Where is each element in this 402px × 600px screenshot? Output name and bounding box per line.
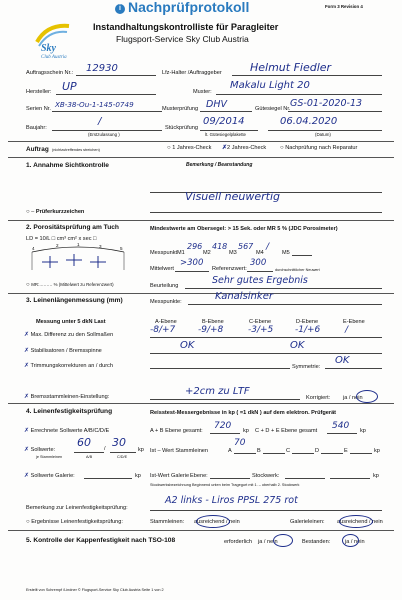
checked-mark-icon[interactable]: ✗ (24, 447, 30, 453)
cd-label: C + D + E Ebene gesamt (255, 428, 318, 434)
korrigiert-label: Korrigiert: (306, 395, 331, 401)
max-d-value[interactable]: -1/+6 (295, 325, 321, 335)
galerie-ebene-label: Ebene: (190, 473, 208, 479)
last-label: Messung unter 5 dkN Last (36, 319, 106, 325)
cd-kp: kp (360, 428, 366, 434)
erforderlich-label: erforderlich (224, 539, 252, 545)
hersteller-label: Hersteller: (26, 89, 52, 95)
section-4-title: 4. Leinenfestigkeitsprüfung (26, 408, 113, 415)
ab-label: A + B Ebene gesamt: (150, 428, 203, 434)
brems-value[interactable]: +2cm zu LTF (185, 386, 250, 397)
galerie-kp: kp (135, 473, 141, 479)
wing-number-2: 2 (56, 243, 59, 248)
ab-sub: A/B (86, 455, 93, 459)
baujahr-label: Baujahr: (26, 125, 47, 131)
checked-mark-icon[interactable]: ✗ (24, 332, 30, 338)
messpunkte-value[interactable]: Kanalsinker (215, 291, 273, 302)
ebene-d: D-Ebene (296, 319, 319, 325)
referenz-note: durchschnittlicher Neuwert (275, 268, 320, 272)
selected-circle (273, 534, 293, 547)
ist-kp: kp (374, 448, 380, 454)
max-b-value[interactable]: -9/+8 (198, 325, 224, 335)
guetesiegel-label: Gütesiegel Nr. (255, 106, 291, 112)
footer-text: Erstellt von Schrempf /Lindner © Flugsport-Service Sky Club Austria Seite 1 von 2 (26, 588, 164, 592)
wing-diagram (30, 244, 126, 272)
auftragsschein-value[interactable]: 12930 (86, 63, 118, 74)
svg-text:Club Austria: Club Austria (41, 55, 67, 60)
checked-mark-icon[interactable]: ✗ (24, 394, 30, 400)
checked-mark-icon[interactable]: ✗ (24, 363, 30, 369)
radio-3-icon[interactable]: ○ (280, 145, 284, 151)
m1-label: M1 (177, 250, 185, 256)
referenz-label: Referenzwert: (212, 266, 247, 272)
auftrag-label: Auftrag (26, 146, 49, 153)
radio-1-icon[interactable]: ○ (167, 145, 171, 151)
ist-a: A (228, 448, 232, 454)
max-a-value[interactable]: -8/+7 (150, 325, 176, 335)
serien-label: Serien Nr. (26, 106, 51, 112)
wing-number-5: 5 (120, 246, 123, 251)
galerie-result-value[interactable]: ausreichend / nein (337, 519, 383, 525)
muster-label: Muster: (193, 89, 212, 95)
svg-text:Sky: Sky (41, 43, 56, 54)
stammleinen-label: je Stammleinen (36, 455, 63, 459)
bestanden-label: Bestanden: (302, 539, 331, 545)
ist-a-value[interactable]: 70 (234, 438, 246, 448)
ist-c: C (286, 448, 291, 454)
protocol-page: Sky Club Austria i Nachprüfprotokoll Form 3 Revision 4 Instandhaltungskontrolliste für Paragleiter Flugsport-Service Sky Club Austria Auftragsschein Nr.: 12930 Lfz-Halter /Auftraggeber Helmut Fiedler Hersteller: UP Muster: Makalu Light 20 Serien Nr. XB-38-Ou-1-145-0749 Musterprüfung DHV Gütesiegel Nr. GS-01-2020-13 Baujahr: / (Erstzulassung ) Stückprüfung 09/2014 lt. Gütesiegelplakette 06.04.2020 (Datum) Auftrag (nichtzutreffendes streichen) ○ 1 Jahres-Check ✗2 Jahres-Check ○ Nachprüfung nach Reparatur 1. Annahme Sichtkontrolle Bemerkung / Beanstandung ○ – Prüferkurzzeichen Visuell neuwertig 2. Porositätsprüfung am Tuch Mindestwerte am Obersegel: > 15 Sek. oder MR 5 % (JDC Porosimeter) LD = 10/L □ cm³ cm² x sec □ 4 2 1 3 5 Messpunkt M1 296 M2 418 M3 567 M4 / M5 Mittelwert >300 Referenzwert: 300 durchschnittlicher Neuwert ○ MR:……… % (Mittelwert zu Referenzwert) Beurteilung Sehr gutes Ergebnis 3. Leinenlängenmessung (mm) Messpunkte: Kanalsinker Messung unter 5 dkN Last A-Ebene B-Ebene C-Ebene D-Ebene E-Ebene ✗ Max. Differenz zu den Sollmaßen -8/+7 -9/+8 -3/+5 -1/+6 / ✗ Stabilisatoren / Bremsspinne OK OK ✗ Trimmungskorrekturen an / durch Symmetrie: OK ✗ Bremsstammleinen-Einstellung: +2cm zu LTF Korrigiert: ja / nein 4. Leinenfestigkeitsprüfung Reisstest-Messergebnisse in kp ( =1 dkN ) auf dem elektron. Prüfgerät ✗ Errechnete Sollwerte A/B/C/D/E A + B Ebene gesamt: 720 kp C + D + E Ebene gesamt 540 kp ✗ Sollwerte: 60 / 30 kp je Stammleinen A/B C/D/E Ist – Wert Stammleinen A 70 B C D E kp ✗ Sollwerte Galerie: kp Ist-Wert Galerie Ebene: Stockwerk: kp Stockwerksbezeichnung Beginnend unten beim Tragegurt mit 1. – oberhalb 2. Stockwerk Bemerkung zur Leinenfestigkeitsprüfung: A2 links - Liros PPSL 275 rot ○ Ergebnisse Leinenfestigkeitsprüfung: Stammleinen: ausreichend / nein Galerieleinen: ausreichend / nein 5. Kontrolle der Kappenfestigkeit nach TSO-108 erforderlich ja / nein Bestanden: ja / nein Erstellt von Schrempf /Lindner © Flugsport-Service Sky Club Austria Seite 1 von 2 (0, 0, 402, 600)
m5-label: M5 (282, 250, 290, 256)
auftrag-option-1[interactable]: ○ 1 Jahres-Check (167, 145, 212, 151)
ist-e: E (344, 448, 348, 454)
checked-mark-icon[interactable]: ✗ (24, 348, 30, 354)
checked-mark-icon[interactable]: ✗ (24, 473, 30, 479)
m2-label: M2 (203, 250, 211, 256)
referenz-value[interactable]: 300 (250, 258, 267, 268)
ebene-b: B-Ebene (202, 319, 224, 325)
company-name: Flugsport-Service Sky Club Austria (116, 34, 249, 44)
trimm-row: ✗ Trimmungskorrekturen an / durch (24, 363, 113, 369)
ebene-e: E-Ebene (343, 319, 365, 325)
ld-label: LD = 10/L □ cm³ cm² x sec □ (26, 236, 97, 242)
m1-value[interactable]: 296 (187, 242, 203, 251)
muster-value[interactable]: Makalu Light 20 (230, 80, 310, 91)
stueckpruefung-value[interactable]: 09/2014 (203, 116, 245, 127)
auftrag-option-3[interactable]: ○ Nachprüfung nach Reparatur (280, 145, 358, 151)
ebene-c: C-Ebene (249, 319, 272, 325)
radio-icon[interactable]: ○ (26, 519, 30, 525)
m4-label: M4 (256, 250, 264, 256)
galerie-result-label: Galerieleinen: (290, 519, 325, 525)
m3-label: M3 (229, 250, 237, 256)
auftrag-note: (nichtzutreffendes streichen) (52, 148, 100, 152)
title-text: Nachprüfprotokoll (128, 0, 250, 15)
beurteilung-value[interactable]: Sehr gutes Ergebnis (212, 275, 308, 286)
ist-label: Ist – Wert Stammleinen (150, 448, 209, 454)
form-subtitle: Instandhaltungskontrolliste für Paragleiter (93, 22, 279, 32)
stueckpruefung-label: Stückprüfung (165, 125, 198, 131)
radio-icon[interactable]: ○ (26, 209, 30, 215)
section-3-title: 3. Leinenlängenmessung (mm) (26, 297, 123, 304)
ergebnisse-row: ○ Ergebnisse Leinenfestigkeitsprüfung: (26, 519, 123, 525)
halter-label: Lfz-Halter /Auftraggeber (162, 70, 222, 76)
checked-mark-icon[interactable]: ✗ (24, 428, 30, 434)
messpunkt-label: Messpunkt (150, 250, 178, 256)
wing-number-1: 4 (32, 246, 35, 251)
radio-icon[interactable]: ○ (26, 282, 30, 288)
sollwerte-row: ✗ Sollwerte: (24, 447, 56, 453)
sollwerte-kp: kp (138, 447, 144, 453)
section-4-subtitle: Reisstest-Messergebnisse in kp ( =1 dkN ) auf dem elektron. Prüfgerät (150, 410, 337, 416)
stabi-value-2[interactable]: OK (290, 340, 305, 351)
ist-b: B (257, 448, 261, 454)
bemerkung-value[interactable]: Visuell neuwertig (185, 190, 281, 203)
korrigiert-options[interactable]: ja / nein (343, 395, 363, 401)
selected-circle (339, 515, 373, 528)
sollwert-1-value[interactable]: 60 (77, 436, 91, 449)
m2-value[interactable]: 418 (212, 242, 228, 251)
brems-row: ✗ Bremsstammleinen-Einstellung: (24, 394, 110, 400)
selected-circle (196, 515, 230, 528)
erforderlich-options[interactable]: ja / nein (258, 539, 278, 545)
form-title (115, 0, 249, 15)
cde-sub: C/D/E (117, 455, 128, 459)
bemerkung-4-value[interactable]: A2 links - Liros PPSL 275 rot (165, 495, 298, 506)
ist-galerie-label: Ist-Wert Galerie (150, 473, 190, 479)
selected-circle (356, 390, 378, 403)
symmetrie-value[interactable]: OK (335, 355, 350, 366)
datum-value[interactable]: 06.04.2020 (280, 116, 338, 127)
section-5-title: 5. Kontrolle der Kappenfestigkeit nach TSO-108 (26, 537, 176, 544)
ist-d: D (315, 448, 320, 454)
auftragsschein-label: Auftragsschein Nr.: (26, 70, 74, 76)
prueferkurz-row: ○ – Prüferkurzzeichen (26, 209, 85, 215)
mittelwert-value[interactable]: >300 (180, 258, 204, 268)
stammleinen-result-value[interactable]: ausreichend / nein (194, 519, 240, 525)
mr-row: ○ MR:……… % (Mittelwert zu Referenzwert) (26, 282, 114, 288)
stabi-value-1[interactable]: OK (180, 340, 195, 351)
symmetrie-label: Symmetrie: (292, 364, 321, 370)
max-c-value[interactable]: -3/+5 (248, 325, 274, 335)
wing-number-3: 1 (77, 242, 80, 247)
stabi-row: ✗ Stabilisatoren / Bremsspinne (24, 348, 102, 354)
checked-mark-icon[interactable]: ✗ (222, 145, 228, 151)
galerie-stockwerk-label: Stockwerk: (252, 473, 280, 479)
bemerkung-label: Bemerkung / Beanstandung (186, 162, 253, 168)
galerie-row: ✗ Sollwerte Galerie: (24, 473, 75, 479)
hersteller-value[interactable]: UP (62, 80, 77, 93)
musterpruefung-value[interactable]: DHV (206, 99, 227, 110)
selected-circle (342, 534, 359, 547)
guetesiegel-value[interactable]: GS-01-2020-13 (290, 98, 363, 109)
sollwert-2-value[interactable]: 30 (112, 436, 126, 449)
serien-value[interactable]: XB-38-Ou-1-145-0749 (55, 100, 134, 109)
datum-label: (Datum) (315, 132, 331, 137)
stockwerk-note: Stockwerksbezeichnung Beginnend unten beim Tragegurt mit 1. – oberhalb 2. Stockwerk (150, 483, 300, 487)
section-2-subtitle: Mindestwerte am Obersegel: > 15 Sek. oder MR 5 % (JDC Porosimeter) (150, 226, 338, 232)
mittelwert-label: Mittelwert (150, 266, 174, 272)
halter-value[interactable]: Helmut Fiedler (250, 61, 332, 74)
max-diff-row: ✗ Max. Differenz zu den Sollmaßen (24, 332, 114, 338)
errechnete-row: ✗ Errechnete Sollwerte A/B/C/D/E (24, 428, 110, 434)
beurteilung-label: Beurteilung (150, 283, 179, 289)
wing-number-4: 3 (99, 244, 102, 249)
cd-value[interactable]: 540 (332, 421, 350, 431)
bestanden-options[interactable]: ja / nein (345, 539, 365, 545)
sky-club-logo (35, 20, 71, 60)
ab-kp: kp (243, 428, 249, 434)
stammleinen-result-label: Stammleinen: (150, 519, 185, 525)
ist-galerie-kp: kp (373, 473, 379, 479)
bemerkung-4-label: Bemerkung zur Leinenfestigkeitsprüfung: (26, 505, 128, 511)
section-1-title: 1. Annahme Sichtkontrolle (26, 162, 109, 169)
guetesiegelplakette-label: lt. Gütesiegelplakette (205, 132, 247, 137)
max-e-value[interactable]: / (345, 325, 349, 335)
info-icon: i (115, 4, 125, 14)
ab-value[interactable]: 720 (214, 421, 232, 431)
auftrag-option-2[interactable]: ✗2 Jahres-Check (222, 145, 267, 151)
messpunkte-label: Messpunkte: (150, 299, 182, 305)
erstzulassung-label: (Erstzulassung ) (88, 132, 120, 137)
section-2-title: 2. Porositätsprüfung am Tuch (26, 224, 119, 231)
m3-value[interactable]: 567 (238, 242, 254, 251)
m4-value[interactable]: / (266, 242, 270, 252)
baujahr-value[interactable]: / (98, 116, 102, 127)
musterpruefung-label: Musterprüfung (162, 106, 199, 112)
ebene-a: A-Ebene (155, 319, 177, 325)
form-id: Form 3 Revision 4 (325, 4, 363, 9)
